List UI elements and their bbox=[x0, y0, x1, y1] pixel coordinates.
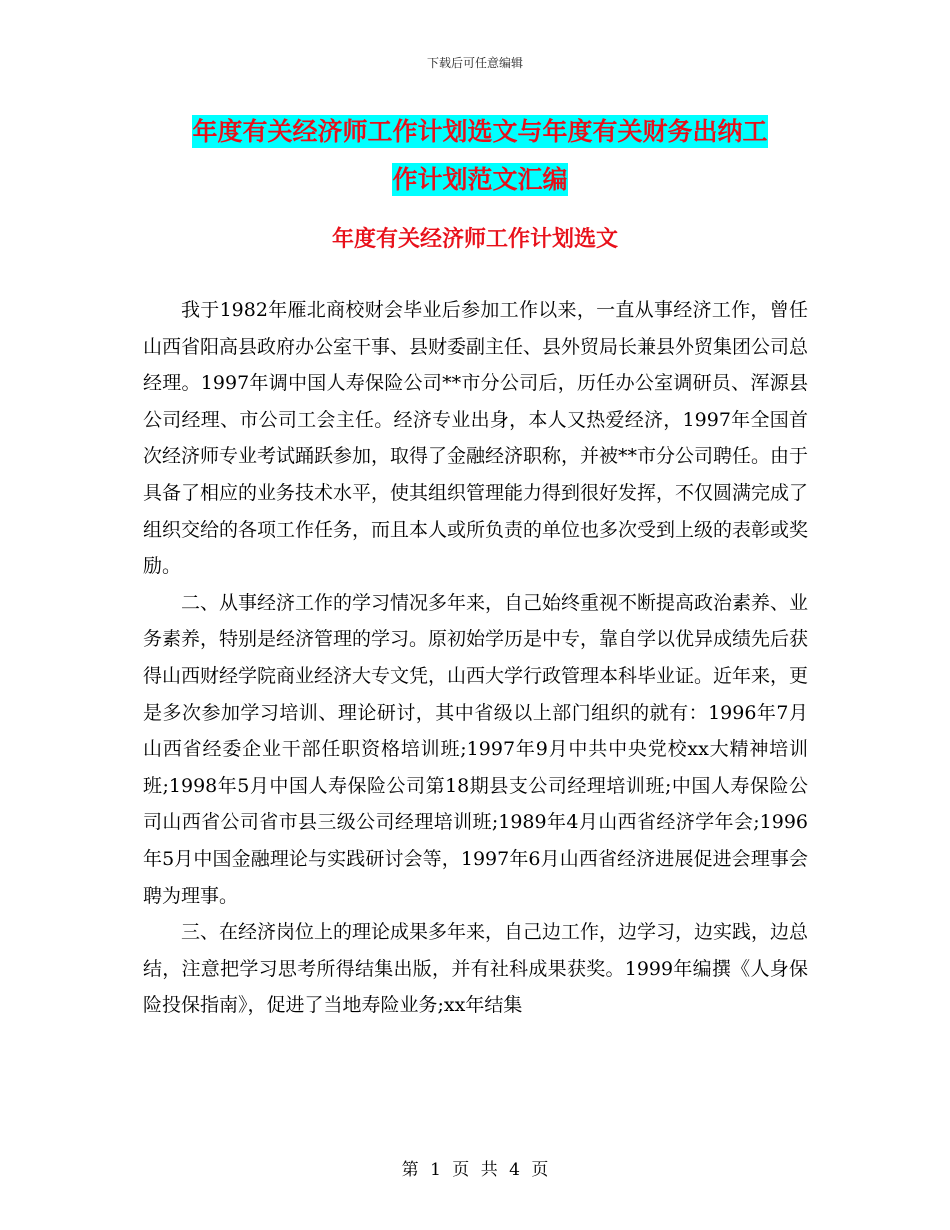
paragraph-3: 三、在经济岗位上的理论成果多年来，自己边工作，边学习，边实践，边总结，注意把学习思考所得结集出版，并有社科成果获奖。1999年编撰《人身保险投保指南》，促进了当地寿险业务;xx年结集 bbox=[143, 921, 809, 1017]
section-title: 年度有关经济师工作计划选文 bbox=[331, 227, 618, 252]
page-footer: 第 1 页 共 4 页 bbox=[401, 1160, 549, 1180]
body-text bbox=[143, 292, 808, 1024]
header-note: 下载后可任意编辑 bbox=[426, 56, 523, 70]
paragraph-2: 二、从事经济工作的学习情况多年来，自己始终重视不断提高政治素养、业务素养，特别是经济管理的学习。原初始学历是中专，靠自学以优异成绩先后获得山西财经学院商业经济大专文凭，山西大学行政管理本科毕业证。近年来，更是多次参加学习培训、理论研讨，其中省级以上部门组织的就有：1996年7月山西省经委企业干部任职资格培训班;1997年9月中共中央党校xx大精神培训班;1998年5月中国人寿保险公司第18期县支公司经理培训班;中国人寿保险公司山西省公司省市县三级公司经理培训班;1989年4月山西省经济学年会;1996年5月中国金融理论与实践研讨会等，1997年6月山西省经济进展促进会理事会聘为理事。 bbox=[143, 591, 809, 907]
document-title-line-2: 作计划范文汇编 bbox=[392, 165, 568, 194]
document-title-line-1: 年度有关经济师工作计划选文与年度有关财务出纳工 bbox=[192, 117, 768, 146]
paragraph-1: 我于1982年雁北商校财会毕业后参加工作以来，一直从事经济工作，曾任山西省阳高县政府办公室干事、县财委副主任、县外贸局长兼县外贸集团公司总经理。1997年调中国人寿保险公司**市分公司后，历任办公室调研员、浑源县公司经理、市公司工会主任。经济专业出身，本人又热爱经济，1997年全国首次经济师专业考试踊跃参加，取得了金融经济职称，并被**市分公司聘任。由于具备了相应的业务技术水平，使其组织管理能力得到很好发挥，不仅圆满完成了组织交给的各项工作任务，而且本人或所负责的单位也多次受到上级的表彰或奖励。 bbox=[143, 299, 809, 578]
document-title bbox=[140, 108, 820, 204]
